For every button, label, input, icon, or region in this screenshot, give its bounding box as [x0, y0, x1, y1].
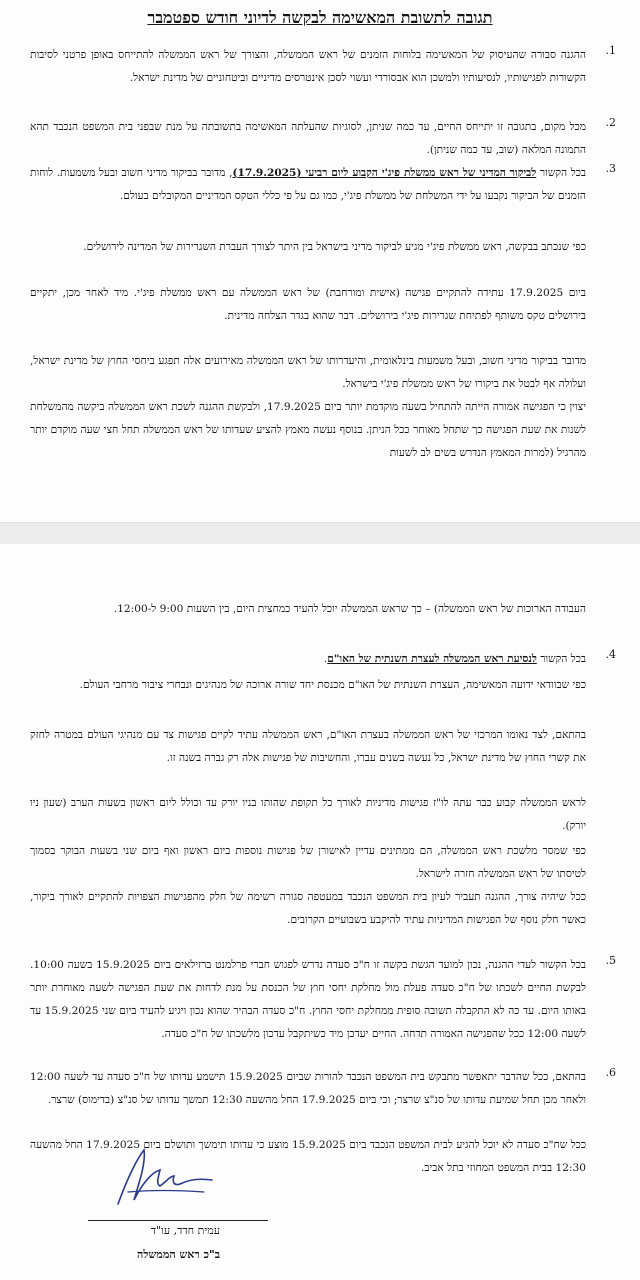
paragraph: בהתאם, לצד נאומו המרכזי של ראש הממשלה בעצרת האו"ם, ראש הממשלה עתיד לקיים פגישות צד עם מנהיגי העולם במטרה לחזק את קשרי החוץ של מדינת ישראל, כל נעשה בשנים עברו, והחשיבות של פגישות אלה רק גברה בשנה זו. [30, 729, 586, 764]
paragraph: כפי שנכתב בבקשה, ראש ממשלת פיג'י מגיע לביקור מדיני בישראל בין היתר לצורך העברת השגרירות של המדינה לירושלים. [83, 241, 586, 253]
paragraph: יצוין כי הפגישה אמורה הייתה להתחיל בשעה מוקדמת יותר ביום 17.9.2025, ולבקשת ההגנה לשכת ראש הממשלה ביקשה מהמשלחת לשנות את שעת הפגישה כך שתחל מאוחר ככל הניתן. בנוסף נעשה מאמץ להציע שעדותו של ראש הממשלה תחל חצי שעה מוקדם יותר מהרגיל (למרות המאמץ הנדרש בשים לב לשעות [30, 401, 586, 459]
paragraph: ככל שיהיה צורך, ההגנה תעביר לעיון בית המשפט הנכבד במעטפה סגורה רשימה של חלק מהפגישות הצפויות להתקיים לאורך ביקור, כאשר חלק נוסף של הפגישות המדיניות עתיד להיקבע בשבועיים הקרובים. [30, 891, 586, 926]
paragraph-continuation: העבודה הארוכות של ראש הממשלה) – כך שראש הממשלה יוכל להעיד כמחצית היום, בין השעות 9:00 ל-12:00. [113, 603, 586, 615]
paragraph: מדובר בביקור מדיני חשוב, ובעל משמעות בינלאומית, והיעדרותו של ראש הממשלה מאירועים אלה תפגע ביחסי החוץ של מדינת ישראל, ועלולה אף לבטל את ביקורו של ראש ממשלת פיג'י בישראל. [30, 355, 586, 390]
item-number: 3. [605, 162, 616, 175]
item-text-rest: . [323, 653, 328, 665]
item-text-emphasis: לנסיעת ראש הממשלה לעצרת השנתית של האו"ם [327, 653, 537, 665]
item-text-emphasis: לביקור המדיני של ראש ממשלת פיג'י הקבוע ליום רביעי (17.9.2025) [232, 167, 537, 179]
item-number: 5. [605, 954, 616, 967]
paragraph: ביום 17.9.2025 עתידה להתקיים פגישה (אישית ומורחבת) של ראש הממשלה עם ראש ממשלת פיג'י. מיד לאחר מכן, יתקיים בירושלים טקס משותף לפתיחת שגרירות פיג'י בירושלים. דבר שהוא בגדר הצלחה מדינית. [30, 287, 586, 322]
paragraph: כפי שמסר מלשכת ראש הממשלה, הם ממתינים עדיין לאישורן של פגישות נוספות ביום ראשון ואף ביום שני בשעות הבוקר בסמוך לטיסתו של ראש הממשלה חזרה לישראל. [30, 845, 586, 880]
item-text: מכל מקום, בתגובה זו יתייחס החיים, עד כמה שניתן, לסוגיות שהעלתה המאשימה בתשובתה על מנת שבפני בית המשפט הנכבד תהא התמונה המלאה (שוב, עד כמה שניתן). [30, 121, 586, 156]
item-number: 1. [605, 44, 616, 57]
paragraph: כפי שבוודאי ידועה המאשימה, העצרת השנתית של האו"ם מכנסת יחד שורה ארוכה של מנהיגים ונבחרי ציבור מרחבי העולם. [79, 679, 586, 691]
handwritten-signature-icon [108, 1142, 228, 1218]
paragraph: לראש הממשלה קבוע כבר עתה לו"ז פגישות מדיניות לאורך כל תקופת שהותו בניו יורק עד וכולל ליום ראשון בשעות הערב (שעון ניו יורק). [30, 797, 586, 832]
item-number: 6. [605, 1066, 616, 1079]
document-page-2 [0, 544, 640, 1280]
page-separator [0, 522, 640, 546]
item-number: 2. [605, 116, 616, 129]
signer-role: ב"כ ראש הממשלה [137, 1248, 220, 1261]
item-text: בהתאם, ככל שהדבר יתאפשר מתבקש בית המשפט הנכבד להורות שביום 15.9.2025 תישמע עדותו של ח"כ סעדה עד לשעה 12:00 ולאחר מכן תחל שמיעת עדותו של סנ"צ שרצר; וכי ביום 17.9.2025 החל מהשעה 12:30 תמשך עדותו של סנ"צ (בדימוס) שרצר. [30, 1071, 586, 1106]
paragraph: ככל שח"כ סעדה לא יוכל להגיע לבית המשפט הנכבד ביום 15.9.2025 מוצע כי עדותו תימשך ותושלם ביום 17.9.2025 החל מהשעה 12:30 בבית המשפט המחוזי בתל אביב. [30, 1139, 587, 1174]
signer-name: עמית חדד, עו"ד [150, 1224, 220, 1237]
signature-line [88, 1220, 268, 1221]
document-title: תגובה לתשובת המאשימה לבקשה לדיוני חודש ספטמבר [147, 8, 493, 27]
item-text-rest: , מדובר בביקור מדיני חשוב ובעל משמעות. לוחות הזמנים של הביקור נקבעו על ידי המשלחת של ממשלת פיג'י, כמו גם על פי כללי הטקס המדיניים המקובלים בעולם. [30, 167, 586, 202]
document-page-1 [0, 0, 640, 522]
item-text: ההגנה סבורה שהעיסוק של המאשימה בלוחות הזמנים של ראש הממשלה, והצורך של ראש הממשלה להתייחס באופן פרטני לסיבות הקשורות לפגישותיו, לנסיעותיו ולמשכן הוא אבסורדי ועשוי לסכן אינטרסים מדיניים וביטחוניים של מדינת ישראל. [30, 49, 586, 84]
item-text [30, 648, 586, 671]
item-number: 4. [605, 648, 616, 661]
item-text [30, 162, 586, 208]
item-text-lead: בכל הקשור [536, 167, 586, 179]
signature-block [80, 1142, 220, 1272]
item-text-lead: בכל הקשור [536, 653, 586, 665]
item-text: בכל הקשור לעדי ההגנה, נכון למועד הגשת בקשה זו ח"כ סעדה נדרש לפגוש חברי פרלמנט ברזילאים ביום 15.9.2025 בשעה 10:00. לבקשת החיים לשכתו של ח"כ סעדה פעלת מול מחלקת יחסי חוץ של הכנסת על מנת לדחות את שעת הפגישה לשעה מאוחרת יותר באותו היום. עד כה לא התקבלה תשובה סופית ממחלקת יחסי החוץ. ח"כ סעדה הבהיר שהוא נכון ויגיע להעיד ביום שני 15.9.2025 עד לשעה 12:00 ככל שהפגישה האמורה תדחה. החיים יעדכן מיד כשיתקבל עדכון מלשכתו של ח"כ סעדה. [30, 959, 586, 1040]
